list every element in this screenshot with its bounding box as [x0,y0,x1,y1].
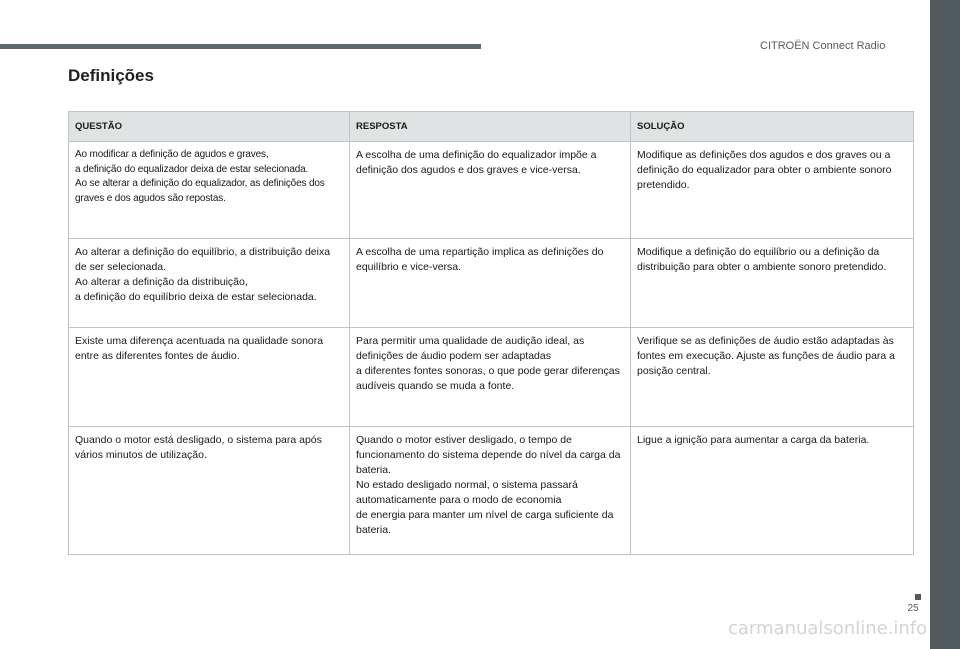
answer-cell: Para permitir uma qualidade de audição ideal, as definições de áudio podem ser adaptadas a diferentes fontes sonoras, o que pode gerar diferenças audíveis quando se muda a fonte. [350,328,631,427]
solution-cell: Ligue a ignição para aumentar a carga da bateria. [631,427,914,555]
column-header-answer: RESPOSTA [350,112,631,142]
question-cell: Ao alterar a definição do equilíbrio, a distribuição deixa de ser selecionada. Ao alterar a definição da distribuição, a definição do equilíbrio deixa de estar selecionada. [69,239,350,328]
table-row [69,239,914,328]
table-row [69,427,914,555]
question-cell: Ao modificar a definição de agudos e graves, a definição do equalizador deixa de estar selecionada. Ao se alterar a definição do equalizador, as definições dos graves e dos agudos são repostas. [69,142,350,239]
header-title: CITROËN Connect Radio [760,40,886,52]
column-header-question: QUESTÃO [69,112,350,142]
answer-cell: A escolha de uma repartição implica as definições do equilíbrio e vice-versa. [350,239,631,328]
solution-cell: Modifique a definição do equilíbrio ou a definição da distribuição para obter o ambiente sonoro pretendido. [631,239,914,328]
page-title: Definições [68,66,154,85]
solution-cell: Modifique as definições dos agudos e dos graves ou a definição do equalizador para obter o ambiente sonoro pretendido. [631,142,914,239]
solution-cell: Verifique se as definições de áudio estão adaptadas às fontes em execução. Ajuste as funções de áudio para a posição central. [631,328,914,427]
table-row [69,328,914,427]
settings-table [68,111,914,555]
side-band [930,0,960,649]
table-row [69,142,914,239]
question-cell: Existe uma diferença acentuada na qualidade sonora entre as diferentes fontes de áudio. [69,328,350,427]
answer-cell: A escolha de uma definição do equalizador impõe a definição dos agudos e dos graves e vice-versa. [350,142,631,239]
table-header-row [69,112,914,142]
column-header-solution: SOLUÇÃO [631,112,914,142]
watermark: carmanualsonline.info [728,618,928,639]
answer-cell: Quando o motor estiver desligado, o tempo de funcionamento do sistema depende do nível da carga da bateria. No estado desligado normal, o sistema passará automaticamente para o modo de economia de energia para manter um nível de carga suficiente da bateria. [350,427,631,555]
header-rule [0,44,481,49]
page-number: 25 [907,603,919,614]
question-cell: Quando o motor está desligado, o sistema para após vários minutos de utilização. [69,427,350,555]
end-of-section-marker [915,594,921,600]
